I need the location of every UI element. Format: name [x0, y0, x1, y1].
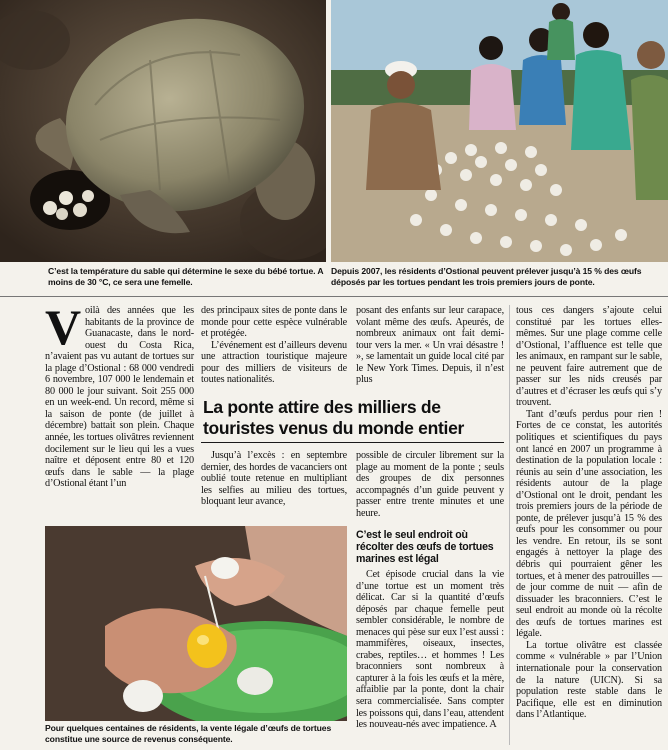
- turtle-photo: [0, 0, 326, 262]
- paragraph-excess: Jusqu’à l’excès : en septembre dernier, des hordes de vacanciers ont oublié toute retenue en multipliant les selfies au milieu des tortues, bloquant leur avance,: [201, 450, 347, 508]
- headline-rule: [201, 442, 504, 443]
- paragraph-attraction: L’événement est d’ailleurs devenu une attraction touristique majeure pour des milliers de visiteurs de toutes nationalités.: [201, 339, 347, 386]
- headline: La ponte attire des milliers de touristes venus du monde entier: [203, 397, 465, 438]
- article-column-3-bottom: [356, 450, 504, 519]
- drop-cap: V: [45, 299, 81, 355]
- residents-illustration: [331, 0, 668, 262]
- subhead: C’est le seul endroit où récolter des œufs de tortues marines est légal: [356, 529, 494, 565]
- caption-rule: [0, 296, 668, 297]
- article-column-2-top: [201, 305, 347, 386]
- paragraph-threats: Cet épisode crucial dans la vie d’une tortue est un moment très délicat. Car si la quantité d’œufs déposés par chaque femelle peut sembler considérable, le nombre de menaces qui pèse sur eux l’est aussi : mammifères, oiseaux, insectes, crabes, reptiles… et hommes ! Les braconniers sont nombreux à capturer à la fois les œufs et la mère, affaiblie par la ponte, dont la chair sera commercialisée. Sans compter les poissons qui, dans l’eau, attendent les nouveau-nés avec impatience. A: [356, 569, 504, 731]
- paragraph-crushing: tous ces dangers s’ajoute celui constitué par les tortues elles-mêmes. Sur une plage comme celle d’Ostional, l’affluence est telle que les animaux, en rampant sur le sable, ne peuvent faire autrement que de passer sur les nids creusés par d’autres et d’écraser les œufs qui s’y trouvent.: [516, 305, 662, 409]
- turtle-photo-caption: C’est la température du sable qui détermine le sexe du bébé tortue. A moins de 30 °C, ce sera une femelle.: [48, 266, 324, 287]
- paragraph-disaster: posant des enfants sur leur carapace, volant même des œufs. Apeurés, de nombreux animaux ont fait demi-tour vers la mer. « Un vrai désastre ! », se lamentait un guide local cité par le New York Times. Depuis, il n’est plus: [356, 305, 504, 386]
- article-column-4: [516, 305, 662, 721]
- article-column-2-bottom: [201, 450, 347, 508]
- column-divider: [509, 305, 510, 745]
- article-column-3-top: [356, 305, 504, 386]
- eggs-illustration: [45, 526, 347, 721]
- article-column-3-continued: [356, 569, 504, 731]
- paragraph-program: Tant d’œufs perdus pour rien ! Fortes de ce constat, les autorités politiques et scientifiques du pays ont lancé en 2007 un programme à destination de la population locale : réunis au sein d’une association, les résidents autour de la plage d’Ostional ont le droit, pendant les trois premiers jours de la période de ponte, de prélever jusqu’à 15 % des œufs pour les consommer ou pour les vendre. En retour, ils se sont engagés à nettoyer la plage des débris qui pourraient gêner les tortues, et à mener des patrouilles — de jour comme de nuit — afin de dissuader les braconniers. C’est le seul endroit au monde où la récolte des œufs de tortues marines est légale.: [516, 408, 662, 640]
- eggs-photo: [45, 526, 347, 721]
- residents-photo-caption: Depuis 2007, les résidents d’Ostional peuvent prélever jusqu’à 15 % des œufs déposés par les tortues pendant les trois premiers jours de ponte.: [331, 266, 642, 287]
- paragraph-species: des principaux sites de ponte dans le monde pour cette espèce vulnérable et protégée.: [201, 305, 347, 340]
- article-column-1: [45, 299, 194, 490]
- eggs-photo-caption: Pour quelques centaines de résidents, la vente légale d’œufs de tortues constitue une source de revenus conséquente.: [45, 723, 332, 744]
- turtle-illustration: [0, 0, 326, 262]
- paragraph-status: La tortue olivâtre est classée comme « vulnérable » par l’Union internationale pour la conservation de la nature (UICN). Si sa population reste stable dans le Pacifique, elle est en diminution dans l’Atlantique.: [516, 639, 662, 721]
- paragraph-groups: possible de circuler librement sur la plage au moment de la ponte ; seuls des groupes de dix personnes accompagnés d’un guide peuvent y passer entre trente minutes et une heure.: [356, 450, 504, 519]
- paragraph-intro: oilà des années que les habitants de la province de Guanacaste, dans le nord-ouest du Costa Rica, n’avaient pas vu autant de tortues sur la plage d’Ostional : 68 000 vendredi 6 novembre, 107 000 le lendemain et 80 000 le jour suivant. Soit 255 000 en un week-end. Un record, même si la saison de ponte (de juillet à décembre) battait son plein. Chaque année, les tortues olivâtres reviennent docilement sur le lieu qui les a vues naître et déposent entre 80 et 120 œufs dans le sable — la plage d’Ostional étant l’un: [45, 305, 194, 490]
- residents-photo: [331, 0, 668, 262]
